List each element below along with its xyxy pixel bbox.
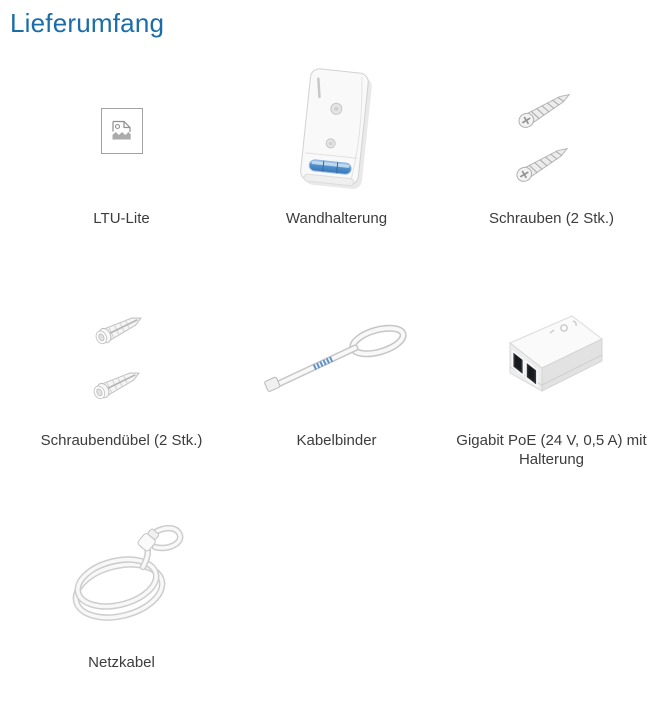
item-image [444, 58, 652, 203]
screws-image [496, 75, 608, 187]
page-title: Lieferumfang [10, 8, 652, 39]
item-image [444, 280, 652, 425]
item-label: Wandhalterung [286, 209, 387, 228]
package-item-cable-tie [229, 280, 444, 502]
package-item-poe-adapter [444, 280, 652, 502]
package-item-wall-mount [229, 58, 444, 280]
broken-image-icon [101, 108, 143, 154]
wall-mount-bracket-image [296, 67, 378, 195]
package-item-wall-anchors [14, 280, 229, 502]
item-image [229, 58, 444, 203]
item-label: Schrauben (2 Stk.) [489, 209, 614, 228]
item-image [14, 502, 229, 647]
item-label: Schraubendübel (2 Stk.) [41, 431, 203, 450]
item-image [14, 280, 229, 425]
power-cable-image [47, 517, 197, 632]
item-image [229, 280, 444, 425]
item-label: Kabelbinder [296, 431, 376, 450]
package-item-screws [444, 58, 652, 280]
cable-tie-image [262, 303, 412, 403]
item-label: Gigabit PoE (24 V, 0,5 A) mit Halterung [449, 431, 652, 469]
item-image [14, 58, 229, 203]
wall-anchors-image [64, 295, 179, 410]
poe-adapter-image [486, 297, 618, 409]
package-items-grid [14, 58, 652, 724]
item-label: Netzkabel [88, 653, 155, 672]
package-item-ltu-lite [14, 58, 229, 280]
item-label: LTU-Lite [93, 209, 149, 228]
